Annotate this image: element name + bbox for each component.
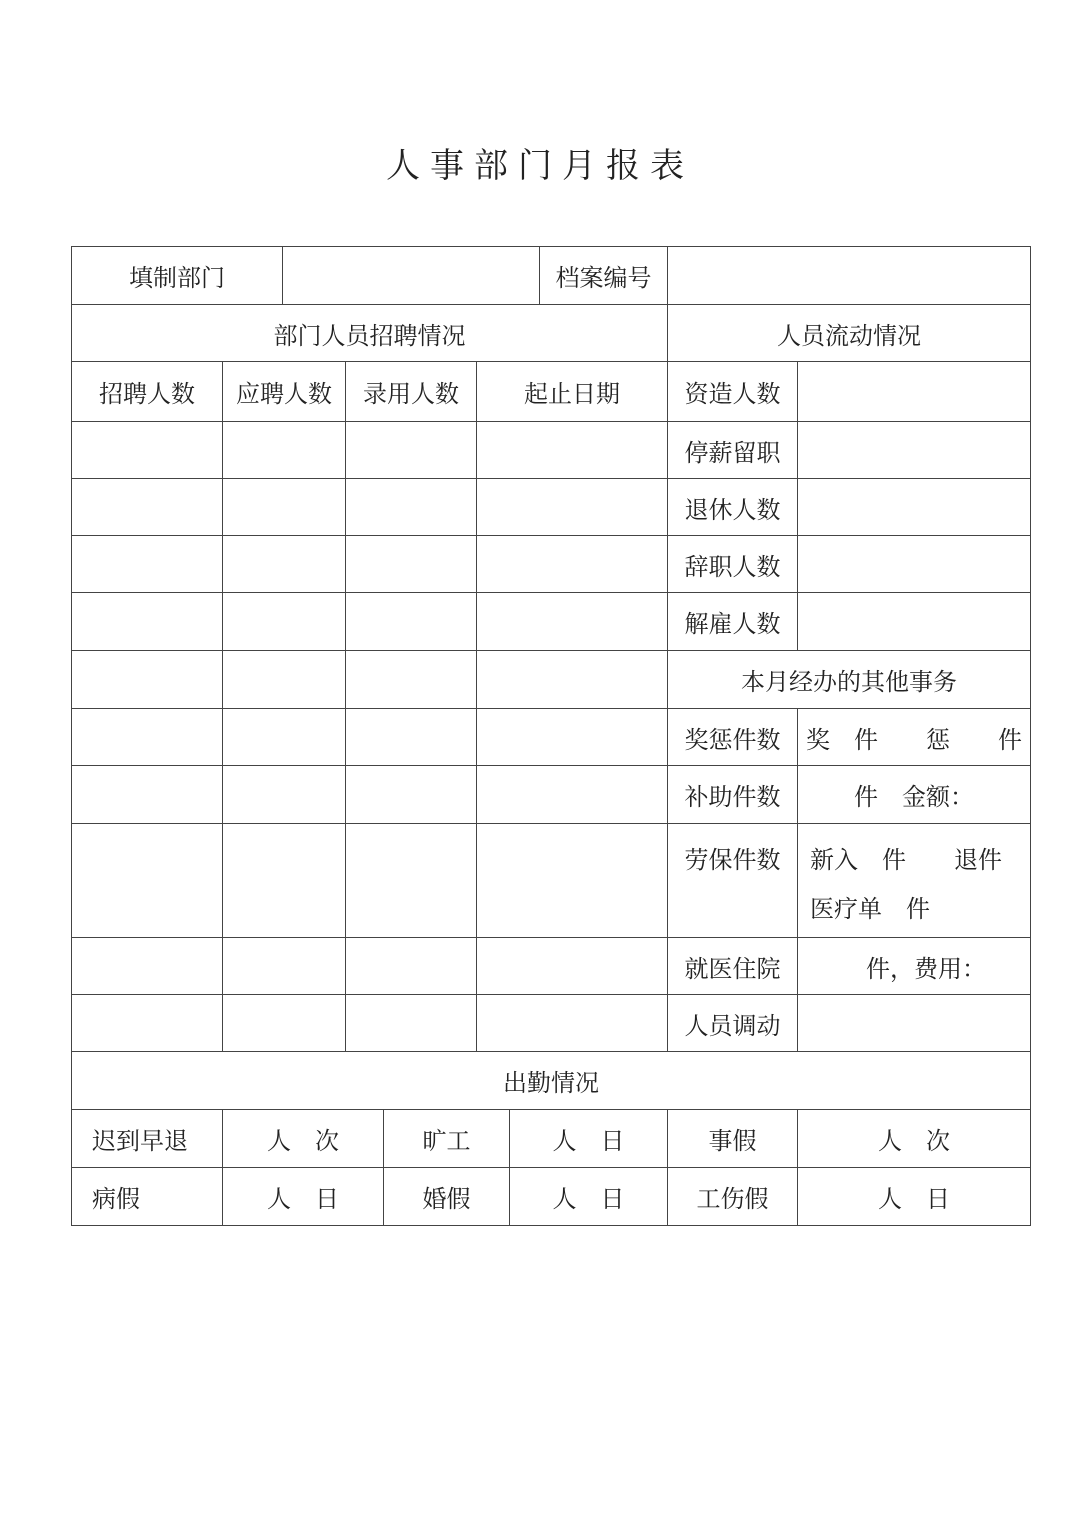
recruit-input-cell[interactable] (222, 421, 346, 479)
recruit-input-cell[interactable] (71, 708, 223, 766)
recruit-input-cell[interactable] (71, 421, 223, 479)
recruit-section-title: 部门人员招聘情况 (71, 304, 668, 362)
recruit-input-cell[interactable] (345, 592, 477, 651)
recruit-input-cell[interactable] (71, 994, 223, 1052)
other-item-value[interactable] (797, 994, 1031, 1052)
recruit-input-cell[interactable] (222, 823, 346, 938)
labor-insurance-value[interactable] (797, 823, 1031, 938)
attendance-value[interactable]: 人 日 (509, 1109, 668, 1168)
recruit-column-header: 录用人数 (345, 361, 477, 422)
recruit-input-cell[interactable] (222, 650, 346, 709)
recruit-input-cell[interactable] (476, 650, 668, 709)
recruit-input-cell[interactable] (476, 592, 668, 651)
labor-insurance-line: 医疗单 件 (810, 895, 930, 923)
archive-input[interactable] (667, 246, 1031, 305)
recruit-input-cell[interactable] (71, 478, 223, 536)
other-item-label: 就医住院 (667, 937, 798, 995)
recruit-input-cell[interactable] (222, 535, 346, 593)
recruit-input-cell[interactable] (476, 708, 668, 766)
page-title: 人事部门月报表 (386, 146, 694, 186)
recruit-input-cell[interactable] (71, 765, 223, 824)
attendance-value[interactable]: 人 日 (797, 1167, 1031, 1226)
labor-insurance-line: 新入 件 退件 (810, 846, 1002, 874)
attendance-value[interactable]: 人 次 (797, 1109, 1031, 1168)
recruit-input-cell[interactable] (222, 994, 346, 1052)
recruit-column-header: 招聘人数 (71, 361, 223, 422)
recruit-input-cell[interactable] (345, 765, 477, 824)
attendance-label: 婚假 (383, 1167, 510, 1226)
flow-item-input[interactable] (797, 535, 1031, 593)
recruit-input-cell[interactable] (345, 535, 477, 593)
other-item-label: 人员调动 (667, 994, 798, 1052)
recruit-input-cell[interactable] (71, 937, 223, 995)
recruit-input-cell[interactable] (476, 421, 668, 479)
attendance-label: 工伤假 (667, 1167, 798, 1226)
attendance-value[interactable]: 人 日 (509, 1167, 668, 1226)
dept-label: 填制部门 (71, 246, 283, 305)
other-item-label: 补助件数 (667, 765, 798, 824)
recruit-input-cell[interactable] (345, 823, 477, 938)
attendance-value[interactable]: 人 次 (222, 1109, 384, 1168)
flow-section-title: 人员流动情况 (667, 304, 1031, 362)
attendance-label: 迟到早退 (71, 1109, 223, 1168)
other-item-label: 奖惩件数 (667, 708, 798, 766)
recruit-input-cell[interactable] (345, 421, 477, 479)
recruit-input-cell[interactable] (476, 478, 668, 536)
attendance-label: 事假 (667, 1109, 798, 1168)
recruit-input-cell[interactable] (222, 937, 346, 995)
archive-label: 档案编号 (539, 246, 668, 305)
attendance-value[interactable]: 人 日 (222, 1167, 384, 1226)
recruit-input-cell[interactable] (222, 708, 346, 766)
recruit-input-cell[interactable] (71, 535, 223, 593)
recruit-input-cell[interactable] (222, 478, 346, 536)
attendance-label: 病假 (71, 1167, 223, 1226)
attendance-section-title: 出勤情况 (71, 1051, 1031, 1110)
other-item-value[interactable]: 件 金额： (797, 765, 1031, 824)
recruit-input-cell[interactable] (476, 823, 668, 938)
flow-item-input[interactable] (797, 592, 1031, 651)
other-item-label: 劳保件数 (667, 823, 798, 938)
flow-item-input[interactable] (797, 361, 1031, 422)
recruit-input-cell[interactable] (476, 994, 668, 1052)
recruit-input-cell[interactable] (71, 592, 223, 651)
recruit-column-header: 起止日期 (476, 361, 668, 422)
other-item-value[interactable]: 件，费用： (797, 937, 1031, 995)
flow-item-label: 停薪留职 (667, 421, 798, 479)
recruit-input-cell[interactable] (476, 765, 668, 824)
recruit-input-cell[interactable] (345, 994, 477, 1052)
recruit-column-header: 应聘人数 (222, 361, 346, 422)
recruit-input-cell[interactable] (71, 823, 223, 938)
recruit-input-cell[interactable] (345, 937, 477, 995)
flow-item-label: 辞职人数 (667, 535, 798, 593)
flow-item-input[interactable] (797, 478, 1031, 536)
other-item-value[interactable]: 奖 件 惩 件 (797, 708, 1031, 766)
dept-input[interactable] (282, 246, 540, 305)
flow-item-label: 退休人数 (667, 478, 798, 536)
recruit-input-cell[interactable] (345, 478, 477, 536)
flow-item-label: 资造人数 (667, 361, 798, 422)
other-section-title: 本月经办的其他事务 (667, 650, 1031, 709)
recruit-input-cell[interactable] (345, 708, 477, 766)
recruit-input-cell[interactable] (476, 535, 668, 593)
recruit-input-cell[interactable] (222, 592, 346, 651)
flow-item-label: 解雇人数 (667, 592, 798, 651)
attendance-label: 旷工 (383, 1109, 510, 1168)
flow-item-input[interactable] (797, 421, 1031, 479)
recruit-input-cell[interactable] (222, 765, 346, 824)
recruit-input-cell[interactable] (476, 937, 668, 995)
recruit-input-cell[interactable] (345, 650, 477, 709)
recruit-input-cell[interactable] (71, 650, 223, 709)
